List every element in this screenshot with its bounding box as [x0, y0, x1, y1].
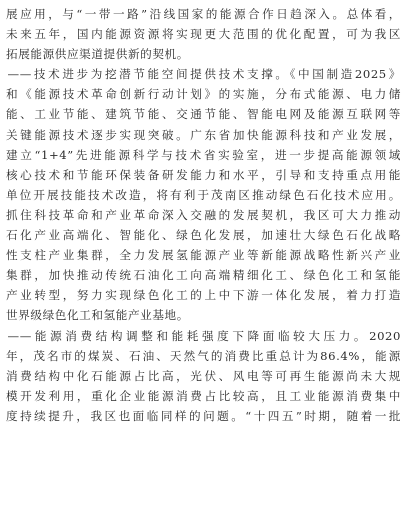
text-line: 展应用，与“一带一路”沿线国家的能源合作日趋深入。总体看， [6, 7, 401, 21]
text-line: 度持续提升，我区也面临同样的问题。“十四五”时期，随着一批 [6, 408, 401, 423]
text-line: 未来五年，国内能源资源将实现更大范围的优化配置，可为我区 [6, 27, 401, 42]
text-line: 核心技术和节能环保装备研发能力和水平，引导和支持重点用能 [6, 167, 401, 182]
text-line: 年，茂名市的煤炭、石油、天然气的消费比重总计为86.4%，能源 [6, 348, 401, 363]
text-line: 关键能源技术逐步实现突破。广东省加快能源科技和产业发展， [6, 127, 401, 142]
paragraph-1 [6, 4, 401, 64]
text-line: 世界级绿色化工和氢能产业基地。 [6, 308, 189, 323]
text-line: 消费结构中化石能源占比高，光伏、风电等可再生能源尚未大规 [6, 368, 401, 383]
text-line: 性支柱产业集群，全力发展氢能源产业等新能源战略性新兴产业 [6, 248, 401, 263]
text-line: 产业转型，努力实现绿色化工的上中下游一体化发展，着力打造 [6, 288, 401, 303]
text-line: 能、工业节能、建筑节能、交通节能、智能电网及能源互联网等 [6, 107, 401, 122]
text-line: 抓住科技革命和产业革命深入交融的发展契机，我区可大力推动 [6, 207, 401, 222]
paragraph-2 [6, 64, 401, 325]
text-line: 和《能源技术革命创新行动计划》的实施，分布式能源、电力储 [6, 87, 401, 102]
text-line: ——能源消费结构调整和能耗强度下降面临较大压力。2020 [7, 328, 401, 343]
text-line: 建立“1+4”先进能源科学与技术省实验室，进一步提高能源领域 [6, 147, 401, 162]
paragraph-3 [6, 326, 401, 426]
text-line: 拓展能源供应渠道提供新的契机。 [6, 47, 189, 62]
text-line: 石化产业高端化、智能化、绿色化发展，加速壮大绿色石化战略 [6, 228, 401, 243]
text-line: 单位开展技能技术改造，将有利于茂南区推动绿色石化技术应用。 [6, 187, 401, 202]
text-line: 模开发利用，重化企业能源消费占比较高，且工业能源消费集中 [6, 388, 401, 403]
text-line: 集群，加快推动传统石油化工向高端精细化工、绿色化工和氢能 [6, 268, 401, 283]
text-line: ——技术进步为挖潜节能空间提供技术支撑。《中国制造2025》 [7, 67, 401, 82]
